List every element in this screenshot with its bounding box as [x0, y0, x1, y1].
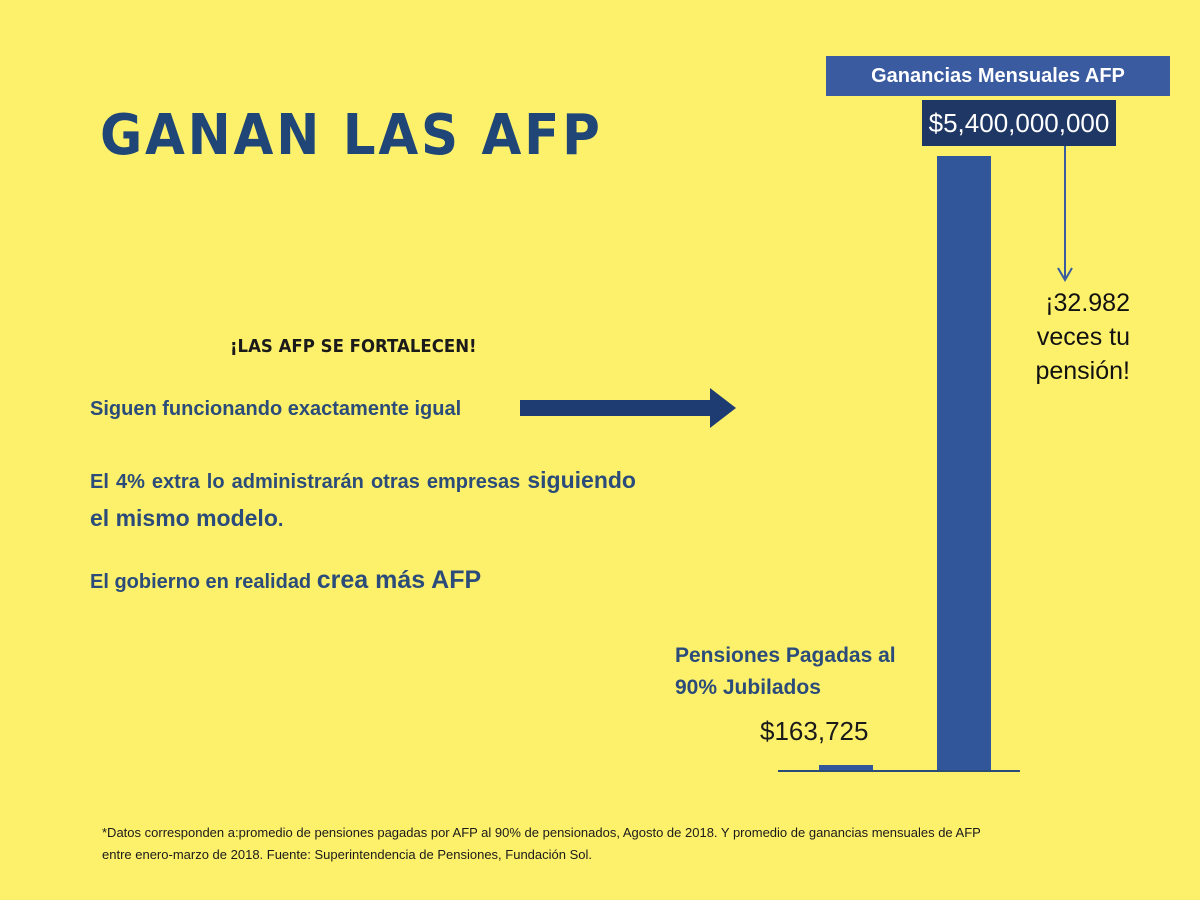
pensions-value: $163,725: [760, 716, 869, 746]
pensions-label-line-1: Pensiones Pagadas al: [675, 644, 896, 667]
footnote: [102, 822, 1102, 866]
bar-afp-earnings: [937, 156, 991, 770]
statement-2-emphasis: siguiendo el mismo modelo: [90, 467, 636, 531]
ratio-line-1: ¡32.982: [1045, 289, 1130, 317]
statement-3-emphasis: crea más AFP: [316, 566, 482, 594]
statement-2-end: .: [277, 509, 284, 531]
ratio-line-2: veces tu: [1036, 323, 1130, 351]
afp-earnings-value: $5,400,000,000: [922, 100, 1116, 146]
page-title: GANAN LAS AFP: [100, 103, 603, 168]
ratio-line-3: pensión!: [1035, 357, 1130, 385]
bar-pensions: [819, 765, 873, 770]
afp-earnings-label: Ganancias Mensuales AFP: [826, 56, 1170, 96]
pensions-label-line-2: 90% Jubilados: [675, 676, 821, 699]
statement-3-text: El gobierno en realidad: [90, 571, 312, 593]
statement-2-text: El 4% extra lo administrarán otras empresas: [90, 471, 521, 493]
footnote-line-2: entre enero-marzo de 2018. Fuente: Superintendencia de Pensiones, Fundación Sol.: [102, 847, 592, 862]
statement-1: Siguen funcionando exactamente igual: [90, 398, 462, 420]
pensions-label: [675, 640, 896, 704]
footnote-line-1: *Datos corresponden a:promedio de pensiones pagadas por AFP al 90% de pensionados, Agosto de 2018. Y promedio de ganancias mensuales de AFP: [102, 825, 981, 840]
subtitle: ¡LAS AFP SE FORTALECEN!: [230, 336, 477, 357]
ratio-annotation: [1030, 286, 1130, 388]
